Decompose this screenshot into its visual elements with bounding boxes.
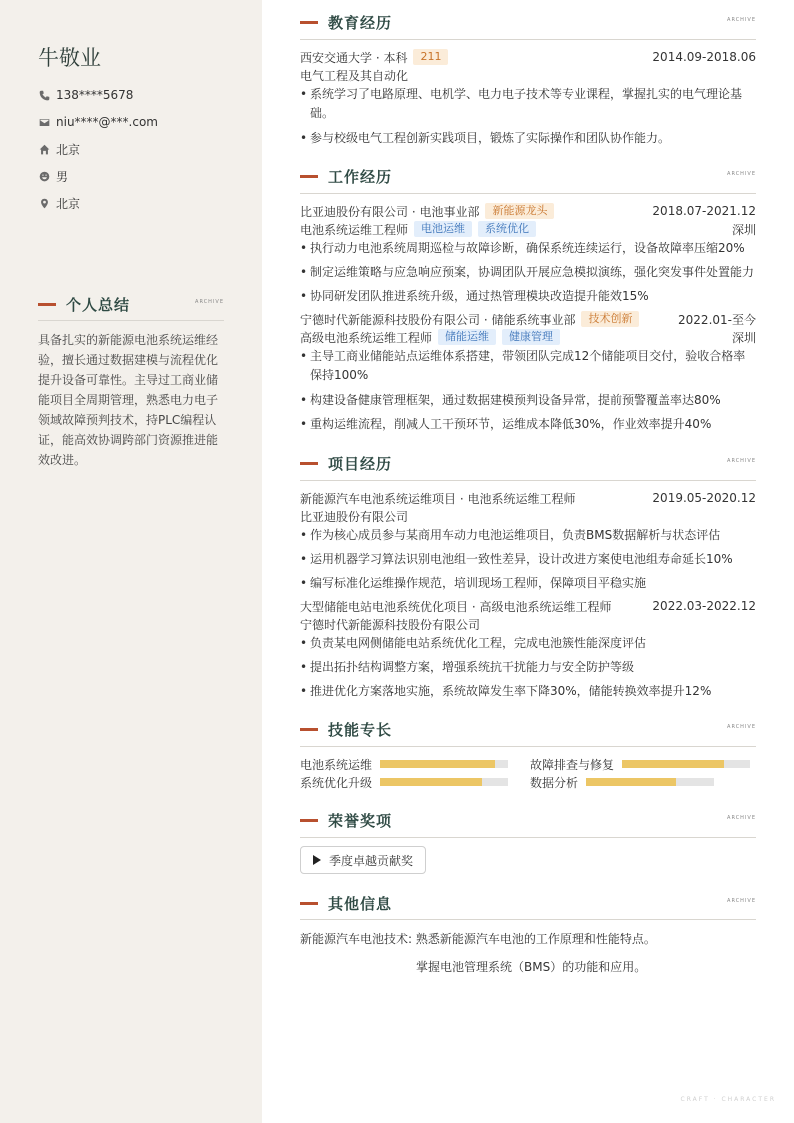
job-bullet: • 协同研发团队推进系统升级，通过热管理模块改造提升能效15% <box>300 287 756 306</box>
project-org: 比亚迪股份有限公司 <box>300 509 409 524</box>
divider <box>300 746 756 747</box>
job-dates: 2018.07-2021.12 <box>652 204 756 218</box>
project-row <box>300 597 756 615</box>
projects-heading <box>300 453 756 474</box>
work-heading <box>300 166 756 187</box>
project-org-row <box>300 507 756 525</box>
divider <box>300 193 756 194</box>
candidate-name: 牛敬业 <box>38 46 101 70</box>
work-title: 工作经历 <box>328 168 393 186</box>
job-company: 宁德时代新能源科技股份有限公司 · 储能系统事业部 <box>300 312 576 327</box>
contact-location <box>38 140 158 158</box>
skill-name: 系统优化升级 <box>300 775 373 790</box>
skill-item <box>530 774 716 790</box>
location-text: 北京 <box>56 142 81 157</box>
job-company-row <box>300 202 756 220</box>
education-tag: ARCHIVE <box>727 17 756 23</box>
awards-title: 荣誉奖项 <box>328 812 393 830</box>
awards-heading <box>300 810 756 831</box>
contact-phone <box>38 86 158 104</box>
divider <box>300 919 756 920</box>
skill-bar <box>380 778 508 786</box>
major: 电气工程及其自动化 <box>300 68 409 83</box>
mail-icon <box>38 116 50 128</box>
divider <box>38 320 224 321</box>
heading-accent <box>38 303 56 306</box>
job-role: 电池系统运维工程师 <box>300 222 409 237</box>
skills-title: 技能专长 <box>328 721 393 739</box>
role-badge: 电池运维 <box>414 221 472 237</box>
awards-tag: ARCHIVE <box>727 815 756 821</box>
job-bullet: • 制定运维策略与应急响应预案，协调团队开展应急模拟演练，强化突发事件处置能力 <box>300 263 756 282</box>
divider <box>300 39 756 40</box>
skill-item <box>300 756 510 772</box>
education-dates: 2014.09-2018.06 <box>652 50 756 64</box>
company-badge: 新能源龙头 <box>485 203 554 219</box>
summary-tag: ARCHIVE <box>195 299 224 305</box>
award-chip <box>300 846 426 874</box>
skill-fill <box>622 760 724 768</box>
other-line: 掌握电池管理系统（BMS）的功能和应用。 <box>416 960 647 974</box>
project-org: 宁德时代新能源科技股份有限公司 <box>300 617 481 632</box>
home-icon <box>38 143 50 155</box>
other-tag: ARCHIVE <box>727 898 756 904</box>
role-badge: 健康管理 <box>502 329 560 345</box>
contact-hometown <box>38 194 158 212</box>
job-city: 深圳 <box>731 330 756 345</box>
job-company-row <box>300 310 756 328</box>
contact-email <box>38 113 158 131</box>
contact-list <box>38 86 158 221</box>
job-city: 深圳 <box>731 222 756 237</box>
skill-fill <box>586 778 676 786</box>
skills-heading <box>300 719 756 740</box>
project-dates: 2019.05-2020.12 <box>652 491 756 505</box>
school-line: 西安交通大学 · 本科 <box>300 50 408 65</box>
skill-fill <box>380 760 495 768</box>
work-tag: ARCHIVE <box>727 171 756 177</box>
education-bullet: • 系统学习了电路原理、电机学、电力电子技术等专业课程，掌握扎实的电气理论基础。 <box>300 85 756 123</box>
heading-accent <box>300 728 318 731</box>
award-name: 季度卓越贡献奖 <box>329 853 414 868</box>
skill-item <box>530 756 752 772</box>
education-bullet: • 参与校级电气工程创新实践项目，锻炼了实际操作和团队协作能力。 <box>300 129 756 148</box>
job-company: 比亚迪股份有限公司 · 电池事业部 <box>300 204 480 219</box>
face-icon <box>38 170 50 182</box>
skill-item <box>300 774 510 790</box>
divider <box>300 837 756 838</box>
job-role-row <box>300 220 756 238</box>
gender-text: 男 <box>56 169 69 184</box>
play-icon <box>313 855 321 865</box>
skill-name: 数据分析 <box>530 775 579 790</box>
skill-bar <box>380 760 508 768</box>
job-bullet: • 主导工商业储能站点运维体系搭建，带领团队完成12个储能项目交付，验收合格率保持100% <box>300 347 750 385</box>
project-org-row <box>300 615 756 633</box>
projects-tag: ARCHIVE <box>727 458 756 464</box>
other-title: 其他信息 <box>328 895 393 913</box>
projects-title: 项目经历 <box>328 455 393 473</box>
job-role-row <box>300 328 756 346</box>
sidebar <box>0 0 262 1123</box>
skill-fill <box>380 778 482 786</box>
project-name: 大型储能电站电池系统优化项目 · 高级电池系统运维工程师 <box>300 599 612 614</box>
project-bullet: • 作为核心成员参与某商用车动力电池运维项目，负责BMS数据解析与状态评估 <box>300 526 756 545</box>
skill-bar <box>622 760 750 768</box>
summary-text: 具备扎实的新能源电池系统运维经验，擅长通过数据建模与流程优化提升设备可靠性。主导过工商业储能项目全周期管理，熟悉电力电子领域故障预判技术，持PLC编程认证，能高效协调跨部门资源推进能效改进。 <box>38 333 219 467</box>
project-bullet: • 推进优化方案落地实施，系统故障发生率下降30%，储能转换效率提升12% <box>300 682 756 701</box>
footer-watermark: CRAFT · CHARACTER <box>680 1096 776 1103</box>
phone-text: 138****5678 <box>56 88 134 102</box>
project-dates: 2022.03-2022.12 <box>652 599 756 613</box>
job-bullet: • 执行动力电池系统周期巡检与故障诊断，确保系统连续运行，设备故障率压缩20% <box>300 239 756 258</box>
job-bullet: • 构建设备健康管理框架，通过数据建模预判设备异常，提前预警覆盖率达80% <box>300 391 756 410</box>
project-bullet: • 运用机器学习算法识别电池组一致性差异，设计改进方案使电池组寿命延长10% <box>300 550 756 569</box>
project-bullet: • 负责某电网侧储能电站系统优化工程，完成电池簇性能深度评估 <box>300 634 756 653</box>
divider <box>300 480 756 481</box>
education-heading <box>300 12 756 33</box>
skill-name: 电池系统运维 <box>300 757 373 772</box>
education-major-row <box>300 66 756 84</box>
heading-accent <box>300 462 318 465</box>
heading-accent <box>300 21 318 24</box>
school-badge: 211 <box>413 49 448 65</box>
heading-accent <box>300 902 318 905</box>
other-heading <box>300 893 756 914</box>
job-bullet: • 重构运维流程，削减人工干预环节，运维成本降低30%，作业效率提升40% <box>300 415 756 434</box>
project-name: 新能源汽车电池系统运维项目 · 电池系统运维工程师 <box>300 491 576 506</box>
summary-heading <box>38 294 224 315</box>
summary-title: 个人总结 <box>66 296 131 314</box>
skill-bar <box>586 778 714 786</box>
role-badge: 系统优化 <box>478 221 536 237</box>
skill-name: 故障排查与修复 <box>530 757 615 772</box>
phone-icon <box>38 89 50 101</box>
heading-accent <box>300 175 318 178</box>
skills-tag: ARCHIVE <box>727 724 756 730</box>
other-line: 新能源汽车电池技术: 熟悉新能源汽车电池的工作原理和性能特点。 <box>300 932 656 946</box>
heading-accent <box>300 819 318 822</box>
job-role: 高级电池系统运维工程师 <box>300 330 433 345</box>
role-badge: 储能运维 <box>438 329 496 345</box>
email-text: niu****@***.com <box>56 115 158 129</box>
company-badge: 技术创新 <box>581 311 639 327</box>
education-school-row <box>300 48 756 66</box>
job-dates: 2022.01-至今 <box>678 312 756 327</box>
project-row <box>300 489 756 507</box>
hometown-text: 北京 <box>56 196 81 211</box>
project-bullet: • 编写标准化运维操作规范，培训现场工程师，保障项目平稳实施 <box>300 574 756 593</box>
education-title: 教育经历 <box>328 14 393 32</box>
contact-gender <box>38 167 158 185</box>
project-bullet: • 提出拓扑结构调整方案，增强系统抗干扰能力与安全防护等级 <box>300 658 756 677</box>
pin-icon <box>38 197 50 209</box>
